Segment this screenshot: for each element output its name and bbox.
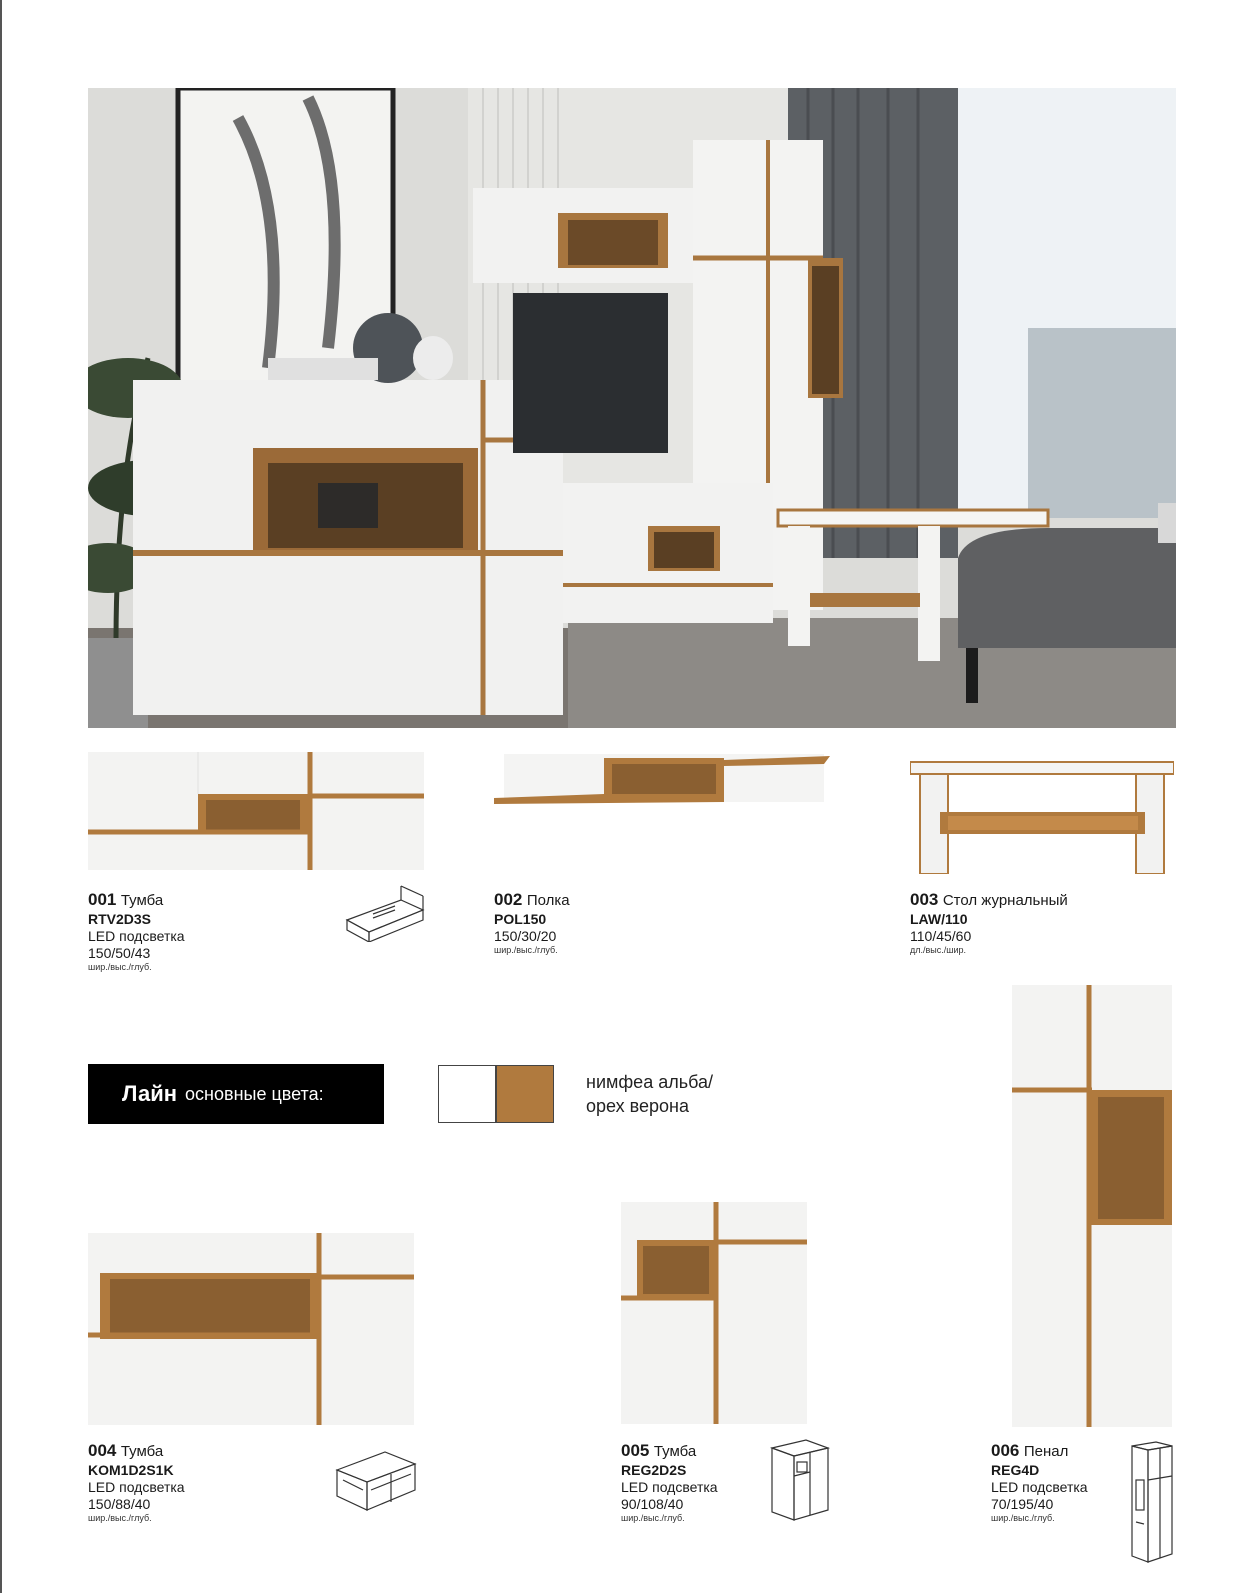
product-number: 003 (910, 890, 939, 909)
dimensions-legend: шир./выс./глуб. (88, 961, 152, 972)
colors-heading: основные цвета: (185, 1083, 324, 1104)
product-code: KOM1D2S1K (88, 1461, 174, 1478)
dimensions-legend: шир./выс./глуб. (88, 1512, 152, 1523)
colors-banner (88, 1064, 384, 1124)
color-name-line1: нимфеа альба/ (586, 1072, 714, 1092)
white-color-swatch (438, 1065, 496, 1123)
product-number: 002 (494, 890, 523, 909)
product-004-image (88, 1233, 414, 1425)
product-code: REG4D (991, 1461, 1040, 1478)
dimensions-legend: шир./выс./глуб. (494, 944, 558, 955)
product-number: 006 (991, 1441, 1020, 1460)
product-005-caption (621, 1441, 718, 1524)
product-001-image (88, 752, 424, 870)
product-002-caption (494, 890, 570, 956)
product-code: POL150 (494, 910, 547, 927)
product-003-image (910, 756, 1174, 874)
product-name: Тумба (653, 1443, 697, 1460)
product-name: Тумба (120, 1443, 164, 1460)
product-003-caption (910, 890, 1068, 956)
product-code: LAW/110 (910, 910, 968, 927)
dimensions-legend: шир./выс./глуб. (991, 1512, 1055, 1523)
color-name-line2: орех верона (586, 1096, 689, 1117)
product-name: Полка (526, 892, 570, 909)
hero-interior-photo (88, 88, 1176, 728)
dimensions-legend: дл./выс./шир. (910, 944, 967, 955)
product-number: 001 (88, 890, 117, 909)
cabinet-sketch-icon (766, 1438, 832, 1522)
product-dimensions: 150/50/43 (88, 944, 151, 961)
color-names (586, 1070, 713, 1119)
product-dimensions: 150/30/20 (494, 927, 557, 944)
tv-stand-sketch-icon (343, 880, 427, 942)
product-001-caption (88, 890, 185, 973)
product-name: Тумба (120, 892, 164, 909)
product-number: 004 (88, 1441, 117, 1460)
product-dimensions: 90/108/40 (621, 1495, 684, 1512)
product-code: RTV2D3S (88, 910, 152, 927)
product-code: REG2D2S (621, 1461, 687, 1478)
product-dimensions: 70/195/40 (991, 1495, 1054, 1512)
product-dimensions: 110/45/60 (910, 927, 972, 944)
product-006-caption (991, 1441, 1088, 1524)
product-002-image (494, 752, 830, 812)
product-feature: LED подсветка (621, 1478, 718, 1495)
product-feature: LED подсветка (88, 1478, 185, 1495)
oak-color-swatch (496, 1065, 554, 1123)
collection-name: Лайн (122, 1081, 178, 1106)
product-006-image (1012, 985, 1172, 1427)
product-feature: LED подсветка (88, 927, 185, 944)
product-name: Стол журнальный (942, 892, 1068, 909)
product-feature: LED подсветка (991, 1478, 1088, 1495)
dimensions-legend: шир./выс./глуб. (621, 1512, 685, 1523)
product-dimensions: 150/88/40 (88, 1495, 151, 1512)
product-number: 005 (621, 1441, 650, 1460)
product-name: Пенал (1023, 1443, 1069, 1460)
product-005-image (621, 1202, 807, 1424)
product-004-caption (88, 1441, 185, 1524)
tall-cabinet-sketch-icon (1128, 1440, 1176, 1564)
chest-sketch-icon (335, 1440, 419, 1512)
